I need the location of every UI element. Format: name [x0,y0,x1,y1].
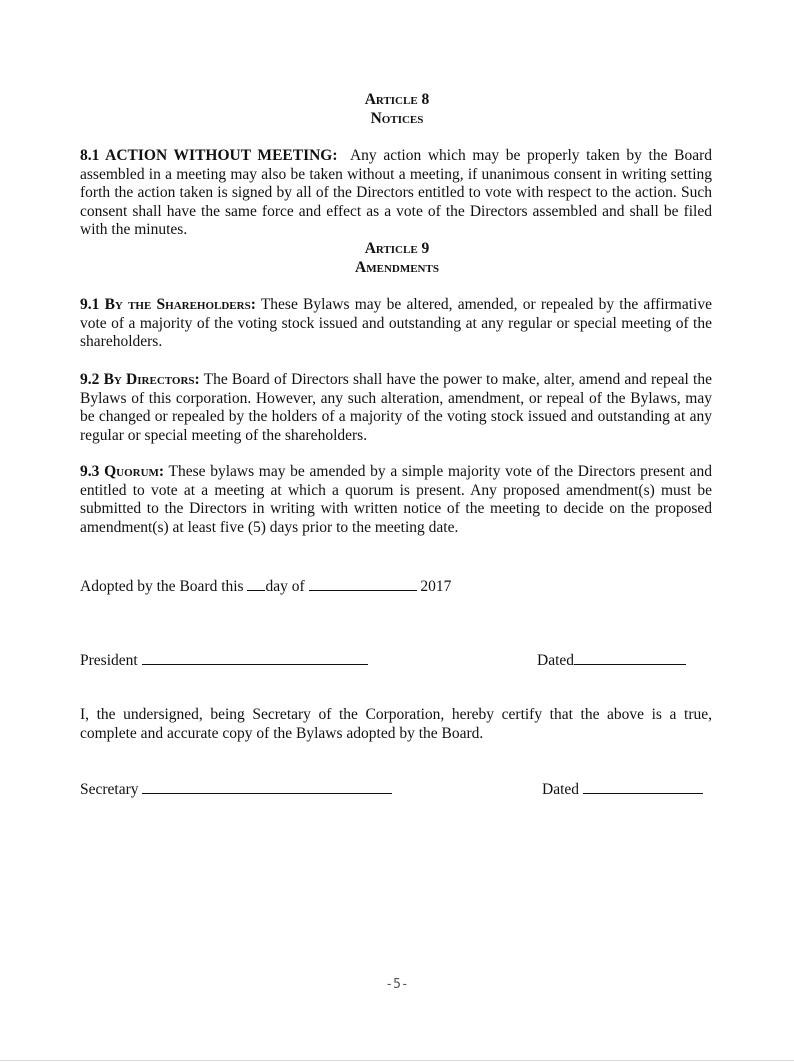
section-8-1-text: Any action which may be properly taken by the Board assembled in a meeting may also be taken without a meeting, if unanimous consent in writing setting forth the action taken is signed by all of the Directors entitled to vote with respect to the action. Such consent shall have the same force and effect as a vote of the Directors assembled and shall be filed with the minutes. [80,147,712,239]
secretary-dated-label: Dated [542,781,580,798]
article-8-subtitle: Notices [370,110,424,127]
section-9-2-heading: 9.2 By Directors: [80,371,200,388]
president-label: President [80,652,138,669]
article-9-title: Article 9 [364,240,430,257]
section-9-3 [80,463,712,537]
secretary-signature-blank[interactable] [142,779,392,794]
section-9-3-text: These bylaws may be amended by a simple majority vote of the Directors present and entitled to vote at a meeting at which a quorum is present. Any proposed amendment(s) must be submitted to the Directors in writing with written notice of the meeting to decide on the proposed amendment(s) at least five (5) days prior to the meeting date. [80,463,712,536]
president-signature-blank[interactable] [142,650,368,665]
page-bottom-border [0,1060,794,1061]
secretary-dated-blank[interactable] [583,779,703,794]
section-9-3-heading: 9.3 Quorum: [80,463,165,480]
adoption-year: 2017 [420,578,452,595]
adoption-day-blank[interactable] [247,576,265,591]
secretary-signature-line [80,779,392,799]
adoption-prefix: Adopted by the Board this [80,578,244,595]
adoption-line [80,576,451,596]
section-9-1-heading: 9.1 By the Shareholders: [80,296,256,313]
section-8-1-heading: 8.1 ACTION WITHOUT MEETING: [80,147,338,164]
article-9-subtitle: Amendments [355,259,439,276]
secretary-label: Secretary [80,781,139,798]
secretary-dated-line [542,779,703,799]
adoption-month-blank[interactable] [309,576,417,591]
section-9-2 [80,371,712,445]
section-9-1 [80,296,712,352]
president-dated-blank[interactable] [574,650,686,665]
article-8-title: Article 8 [364,91,430,108]
section-8-1 [80,147,712,240]
certification-text: I, the undersigned, being Secretary of the Corporation, hereby certify that the above is a true, complete and accurate copy of the Bylaws adopted by the Board. [80,706,712,742]
section-9-2-text: The Board of Directors shall have the power to make, alter, amend and repeal the Bylaws of this corporation. However, any such alteration, amendment, or repeal of the Bylaws, may be changed or repealed by the holders of a majority of the voting stock issued and outstanding at any regular or special meeting of the shareholders. [80,371,712,444]
page-number: -5- [385,977,409,992]
president-dated-label: Dated [537,652,575,669]
president-signature-line [80,650,368,670]
adoption-day-label: day of [265,578,305,595]
president-dated-line [537,650,686,670]
section-9-1-text: These Bylaws may be altered, amended, or repealed by the affirmative vote of a majority of the voting stock issued and outstanding at any regular or special meeting of the shareholders. [80,296,712,351]
